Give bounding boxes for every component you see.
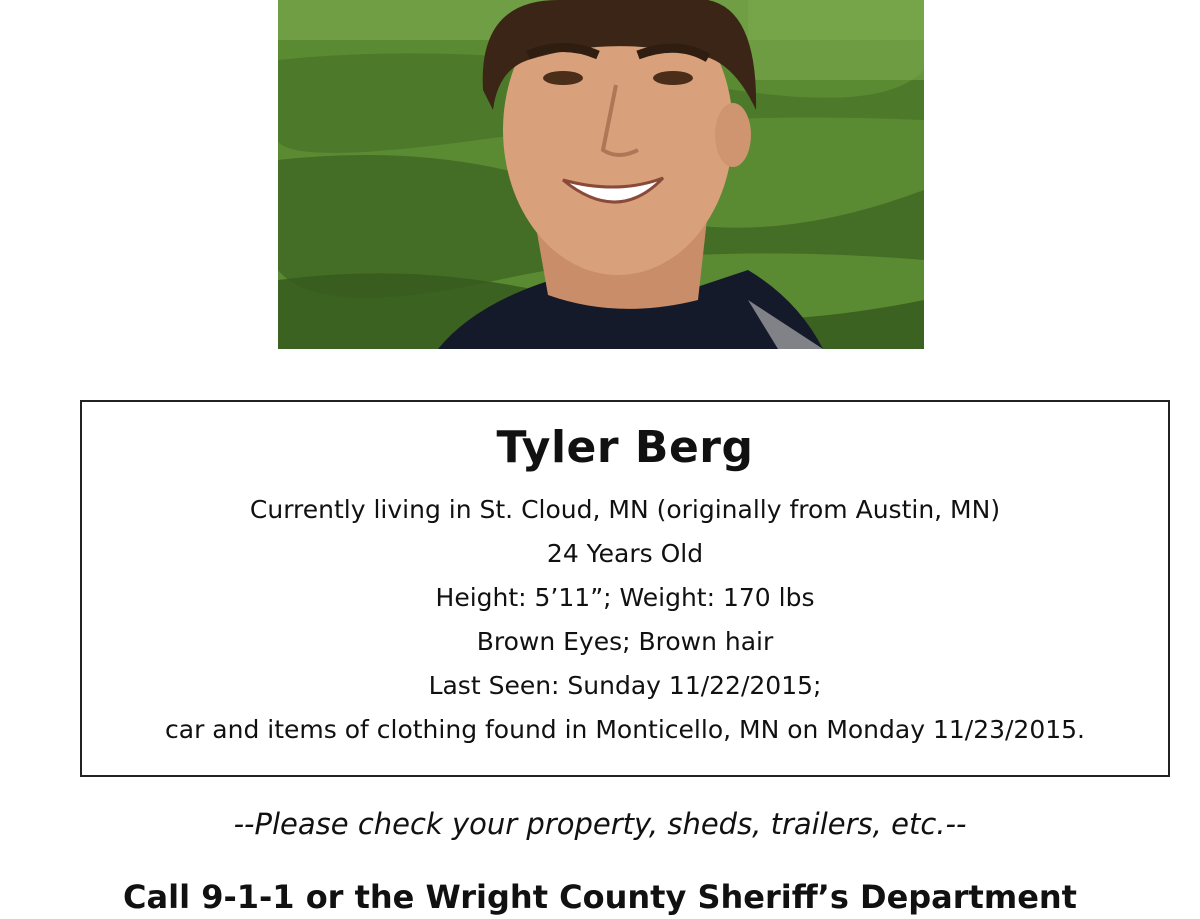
age-detail: 24 Years Old	[546, 539, 704, 568]
last-seen-detail: Last Seen: Sunday 11/22/2015;	[428, 671, 822, 700]
car-found-detail: car and items of clothing found in Monticello, MN on Monday 11/23/2015.	[165, 715, 1085, 744]
person-photo	[278, 0, 924, 349]
property-check-notice: --Please check your property, sheds, trailers, etc.--	[233, 807, 967, 841]
eyes-hair-detail: Brown Eyes; Brown hair	[476, 627, 774, 656]
height-weight-detail: Height: 5’11”; Weight: 170 lbs	[435, 583, 815, 612]
residence-detail: Currently living in St. Cloud, MN (originally from Austin, MN)	[249, 495, 1001, 524]
person-name: Tyler Berg	[496, 422, 754, 473]
info-box	[80, 400, 1170, 777]
call-to-action: Call 9-1-1 or the Wright County Sheriff’s Department	[123, 878, 1077, 916]
